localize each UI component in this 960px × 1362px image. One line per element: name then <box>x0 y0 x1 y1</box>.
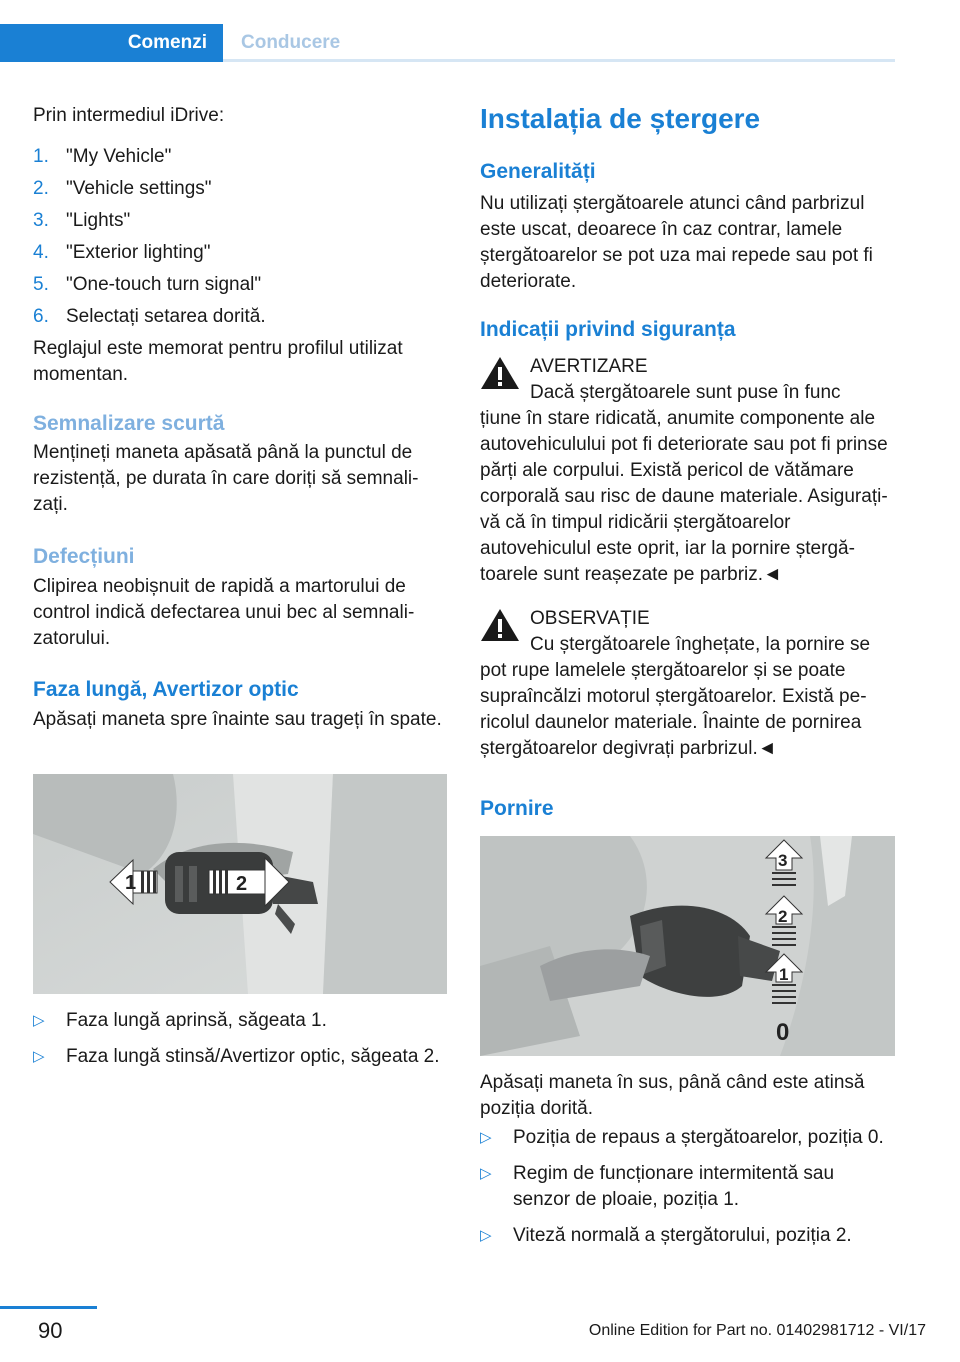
high-beam-text: Apăsați maneta spre înainte sau trageți în spate. <box>33 709 442 730</box>
page-number: 90 <box>38 1318 63 1343</box>
triangle-right-icon: ▷ <box>480 1129 492 1146</box>
step-number: 1. <box>33 146 49 167</box>
idrive-steps <box>33 141 445 333</box>
warning-text-rest: țiune în stare ridicată, anumite componente ale autovehiculului pot fi deteriorate sau pot fi prinse părți ale corpului. Există pericol de vătămare corporală sau risc de daune materiale. Asigurați-vă că în timpul ridicării ștergătoarelor autovehiculul este oprit, iar la pornire ștergătoarele sunt reașezate pe parbriz.◄ <box>480 408 888 585</box>
triangle-right-icon: ▷ <box>480 1227 492 1244</box>
heading-high-beam: Faza lungă, Avertizor optic <box>33 678 299 701</box>
idrive-intro: Prin intermediul iDrive: <box>33 105 225 126</box>
step-number: 5. <box>33 274 49 295</box>
saved-note: Reglajul este memorat pentru profilul utilizat momentan. <box>33 338 403 385</box>
step-item <box>33 141 445 173</box>
footer-rule <box>0 1306 97 1309</box>
start-text: Apăsați maneta în sus, până când este atinsă poziția dorită. <box>480 1072 865 1119</box>
step-text: "My Vehicle" <box>66 146 172 167</box>
step-number: 4. <box>33 242 49 263</box>
heading-malfunction: Defecțiuni <box>33 545 135 568</box>
list-item <box>480 1125 895 1151</box>
figure-label-3: 3 <box>778 851 788 870</box>
malfunction-text: Clipirea neobișnuit de rapidă a martorului de control indică defectarea unui bec al semnalizatorului. <box>33 576 415 649</box>
general-text: Nu utilizați ștergătoarele atunci când parbrizul este uscat, deoarece în caz contrar, lamele ștergătoarelor se pot uza mai repede sau pot fi deteriorate. <box>480 193 873 292</box>
list-item <box>33 1008 445 1034</box>
list-item <box>480 1161 895 1213</box>
step-item <box>33 237 445 269</box>
note-block <box>480 606 895 762</box>
edition-footer: Online Edition for Part no. 01402981712 - VI/17 <box>588 1322 926 1339</box>
step-text: Selectați setarea dorită. <box>66 306 266 327</box>
figure-label-0: 0 <box>776 1019 790 1046</box>
tab-divider <box>223 59 895 62</box>
list-item <box>480 1223 895 1249</box>
step-text: "Vehicle settings" <box>66 178 212 199</box>
bullet-text: Viteză normală a ștergătorului, poziția 2. <box>513 1225 852 1246</box>
figure-label-1: 1 <box>779 965 789 984</box>
note-text-first-line: Cu ștergătoarele înghețate, la pornire se <box>530 634 871 655</box>
bullet-text: Regim de funcționare intermitentă sau senzor de ploaie, poziția 1. <box>513 1163 835 1210</box>
figure-label-2: 2 <box>236 873 248 895</box>
step-number: 6. <box>33 306 49 327</box>
note-text-rest: pot rupe lamelele ștergătoarelor și se poate supraîncălzi motorul ștergătoarelor. Există pericolul daunelor materiale. Înainte de pornirea ștergătoarelor degivrați parbrizul.◄ <box>480 660 867 759</box>
start-bullets <box>480 1125 895 1249</box>
step-item <box>33 173 445 205</box>
tab-conducere-label: Conducere <box>241 32 341 53</box>
warning-text <box>480 380 895 588</box>
triangle-right-icon: ▷ <box>33 1048 45 1065</box>
tab-comenzi-label: Comenzi <box>127 32 207 53</box>
high-beam-stalk-figure <box>33 774 447 994</box>
heading-start: Pornire <box>480 797 554 820</box>
chapter-tabs <box>0 24 895 62</box>
bullet-text: Faza lungă stinsă/Avertizor optic, săgeata 2. <box>66 1046 440 1067</box>
warning-text-first-line: Dacă ștergătoarele sunt puse în func <box>530 382 841 403</box>
heading-safety: Indicații privind siguranța <box>480 318 736 341</box>
step-item <box>33 301 445 333</box>
tab-conducere[interactable] <box>241 24 340 62</box>
high-beam-bullets <box>33 1008 445 1070</box>
figure-label-2: 2 <box>778 907 788 926</box>
heading-general: Generalități <box>480 160 596 183</box>
triangle-right-icon: ▷ <box>480 1165 492 1182</box>
step-number: 3. <box>33 210 49 231</box>
bullet-text: Poziția de repaus a ștergătoarelor, poziția 0. <box>513 1127 884 1148</box>
step-text: "Exterior lighting" <box>66 242 211 263</box>
step-text: "Lights" <box>66 210 131 231</box>
heading-short-signal: Semnalizare scurtă <box>33 412 225 435</box>
figure-label-1: 1 <box>125 872 137 894</box>
triangle-right-icon: ▷ <box>33 1012 45 1029</box>
bullet-text: Faza lungă aprinsă, săgeata 1. <box>66 1010 327 1031</box>
wiper-stalk-figure <box>480 836 895 1056</box>
tab-comenzi[interactable] <box>0 24 223 62</box>
list-item <box>33 1044 445 1070</box>
note-text <box>480 632 895 762</box>
short-signal-text: Mențineți maneta apăsată până la punctul de rezistență, pe durata în care doriți să semnalizați. <box>33 442 419 515</box>
step-text: "One-touch turn signal" <box>66 274 262 295</box>
step-number: 2. <box>33 178 49 199</box>
note-title: OBSERVAȚIE <box>530 608 650 629</box>
section-title-wipers: Instalația de ștergere <box>480 103 761 134</box>
step-item <box>33 269 445 301</box>
warning-title: AVERTIZARE <box>530 356 648 377</box>
step-item <box>33 205 445 237</box>
warning-triangle-icon <box>480 608 520 642</box>
warning-block <box>480 354 895 588</box>
warning-triangle-icon <box>480 356 520 390</box>
